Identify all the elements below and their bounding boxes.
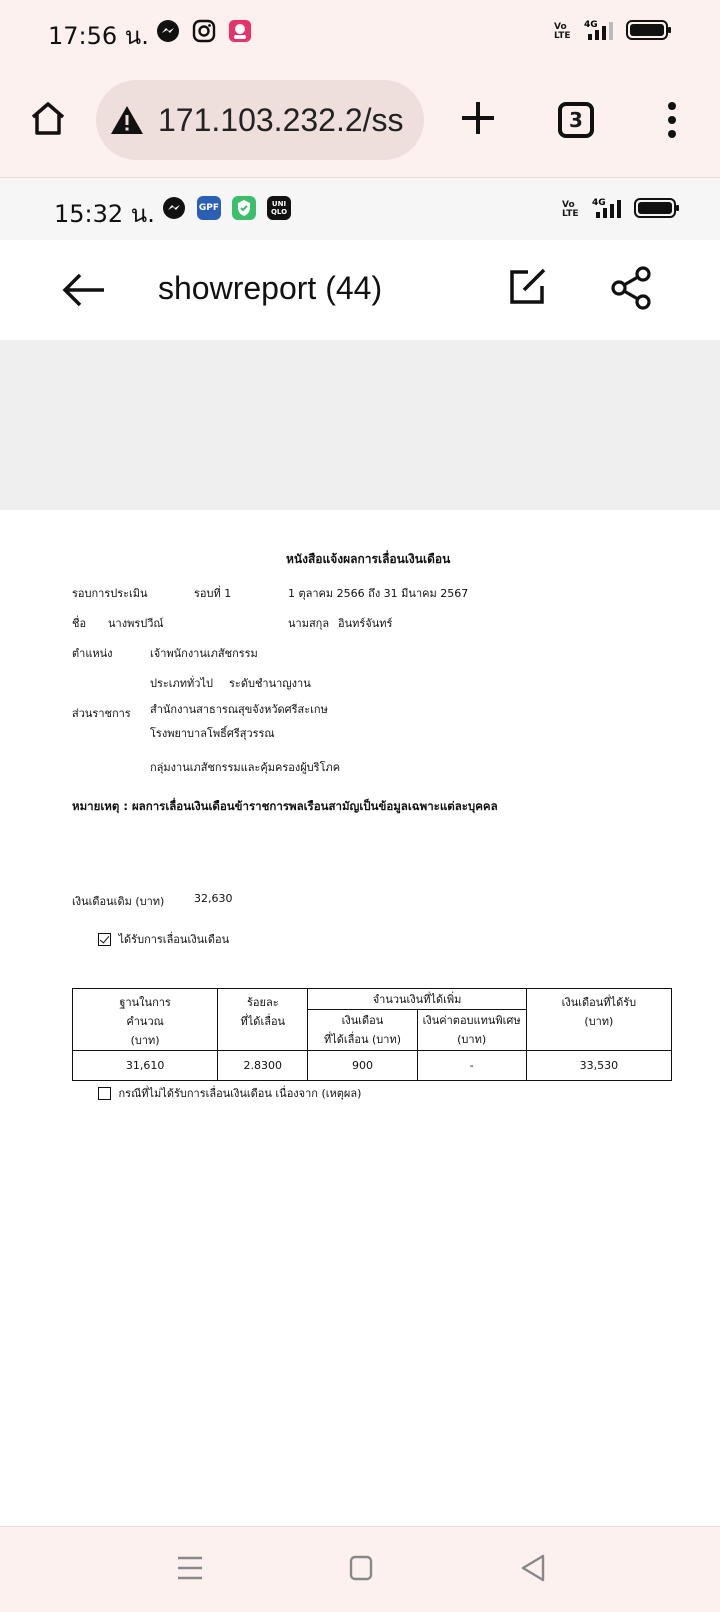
header-salary-increase xyxy=(308,1010,417,1051)
unchecked-box-icon xyxy=(98,1087,111,1100)
doc-title: หนังสือแจ้งผลการเลื่อนเงินเดือน xyxy=(286,552,451,566)
header-percent xyxy=(218,989,308,1051)
address-bar[interactable] xyxy=(96,80,424,160)
tab-switcher-button[interactable]: 3 xyxy=(558,102,594,138)
header-percent-line-2: ที่ได้เลื่อน xyxy=(240,1015,286,1028)
round-value: รอบที่ 1 xyxy=(194,587,232,600)
cell-base: 31,610 xyxy=(73,1051,218,1081)
surname-value: อินทร์จันทร์ xyxy=(338,617,393,630)
salary-table xyxy=(72,988,672,1081)
svg-text:4G: 4G xyxy=(592,198,606,208)
back-arrow-icon[interactable] xyxy=(62,270,106,314)
messenger-icon xyxy=(162,196,186,224)
header-base-line-3: (บาท) xyxy=(130,1034,160,1047)
promoted-label: ได้รับการเลื่อนเงินเดือน xyxy=(118,933,230,946)
recent-apps-icon[interactable] xyxy=(176,1553,204,1587)
system-nav-bar xyxy=(0,1526,720,1612)
home-nav-icon[interactable] xyxy=(348,1553,374,1587)
period-value: 1 ตุลาคม 2566 ถึง 31 มีนาคม 2567 xyxy=(288,587,469,600)
header-amount: จำนวนเงินที่ได้เพิ่ม xyxy=(308,989,526,1010)
header-base-line-2: คำนวณ xyxy=(126,1015,164,1028)
header-base xyxy=(73,989,218,1051)
back-nav-icon[interactable] xyxy=(520,1553,546,1587)
home-icon[interactable] xyxy=(28,98,68,142)
header-comp-line-2: (บาท) xyxy=(457,1033,487,1046)
uniqlo-app-icon: UNI QLO xyxy=(267,196,291,220)
checked-box-icon xyxy=(98,933,111,946)
header-salary-line-1: เงินเดือน xyxy=(341,1014,384,1027)
battery-icon xyxy=(626,18,672,46)
cell-salary-increase: 900 xyxy=(308,1051,417,1081)
gpf-app-icon: GPF xyxy=(197,196,221,220)
instagram-icon xyxy=(192,19,216,47)
shield-app-icon xyxy=(232,196,256,224)
header-salary-line-2: ที่ได้เลื่อน (บาท) xyxy=(323,1033,401,1046)
surname-label: นามสกุล xyxy=(288,617,330,630)
not-promoted-checkbox xyxy=(98,1084,361,1102)
battery-icon xyxy=(634,196,680,224)
cell-compensation: - xyxy=(417,1051,526,1081)
header-new-salary xyxy=(526,989,671,1051)
url-text[interactable]: 171.103.232.2/ss xyxy=(158,102,404,138)
header-compensation xyxy=(417,1010,526,1051)
old-salary-value: 32,630 xyxy=(194,892,233,905)
type-value: ประเภททั่วไป xyxy=(150,677,214,690)
viewer-title: showreport (44) xyxy=(158,270,383,306)
agency-label: ส่วนราชการ xyxy=(72,707,131,720)
cell-new-salary: 33,530 xyxy=(526,1051,671,1081)
signal-icon xyxy=(590,196,624,224)
header-base-line-1: ฐานในการ xyxy=(119,996,171,1009)
header-percent-line-1: ร้อยละ xyxy=(247,996,279,1009)
volte-icon: Vo LTE xyxy=(562,200,579,219)
svg-text:4G: 4G xyxy=(584,20,598,30)
agency-line-2: โรงพยาบาลโพธิ์ศรีสุวรรณ xyxy=(150,727,275,740)
name-label: ชื่อ xyxy=(72,617,87,630)
header-new-line-1: เงินเดือนที่ได้รับ xyxy=(561,996,637,1009)
promoted-checkbox xyxy=(98,930,229,948)
header-new-line-2: (บาท) xyxy=(584,1015,614,1028)
messenger-icon xyxy=(156,19,180,47)
viewer-gap xyxy=(0,340,720,510)
position-label: ตำแหน่ง xyxy=(72,647,113,660)
viewer-header xyxy=(0,240,720,340)
agency-line-1: สำนักงานสาธารณสุขจังหวัดศรีสะเกษ xyxy=(150,703,328,716)
report-document xyxy=(0,510,720,1526)
system-status-bar xyxy=(0,0,720,62)
clock: 17:56 น. xyxy=(48,22,149,50)
cell-percent: 2.8300 xyxy=(218,1051,308,1081)
embedded-clock: 15:32 น. xyxy=(54,200,155,228)
privacy-note: หมายเหตุ : ผลการเลื่อนเงินเดือนข้าราชการพลเรือนสามัญเป็นข้อมูลเฉพาะแต่ละบุคคล xyxy=(72,799,498,813)
agency-line-3: กลุ่มงานเภสัชกรรมและคุ้มครองผู้บริโภค xyxy=(150,761,341,774)
round-label: รอบการประเมิน xyxy=(72,587,148,600)
signal-icon xyxy=(582,18,616,46)
share-icon[interactable] xyxy=(610,266,652,314)
volte-icon: Vo LTE xyxy=(554,22,571,41)
not-promoted-label: กรณีที่ไม่ได้รับการเลื่อนเงินเดือน เนื่องจาก (เหตุผล) xyxy=(118,1087,362,1100)
level-value: ระดับชำนาญงาน xyxy=(229,677,311,690)
header-comp-line-1: เงินค่าตอบแทนพิเศษ xyxy=(422,1014,521,1027)
new-tab-icon[interactable] xyxy=(458,98,498,142)
table-row xyxy=(73,1051,672,1081)
position-value: เจ้าพนักงานเภสัชกรรม xyxy=(150,647,258,660)
edit-icon[interactable] xyxy=(508,266,548,310)
shopping-app-icon xyxy=(228,19,252,47)
old-salary-label: เงินเดือนเดิม (บาท) xyxy=(72,895,165,908)
more-menu-icon[interactable] xyxy=(666,100,678,144)
embedded-status-bar xyxy=(0,178,720,240)
name-value: นางพรปวีณ์ xyxy=(108,617,164,630)
warning-icon[interactable] xyxy=(110,104,144,140)
browser-toolbar xyxy=(0,62,720,178)
